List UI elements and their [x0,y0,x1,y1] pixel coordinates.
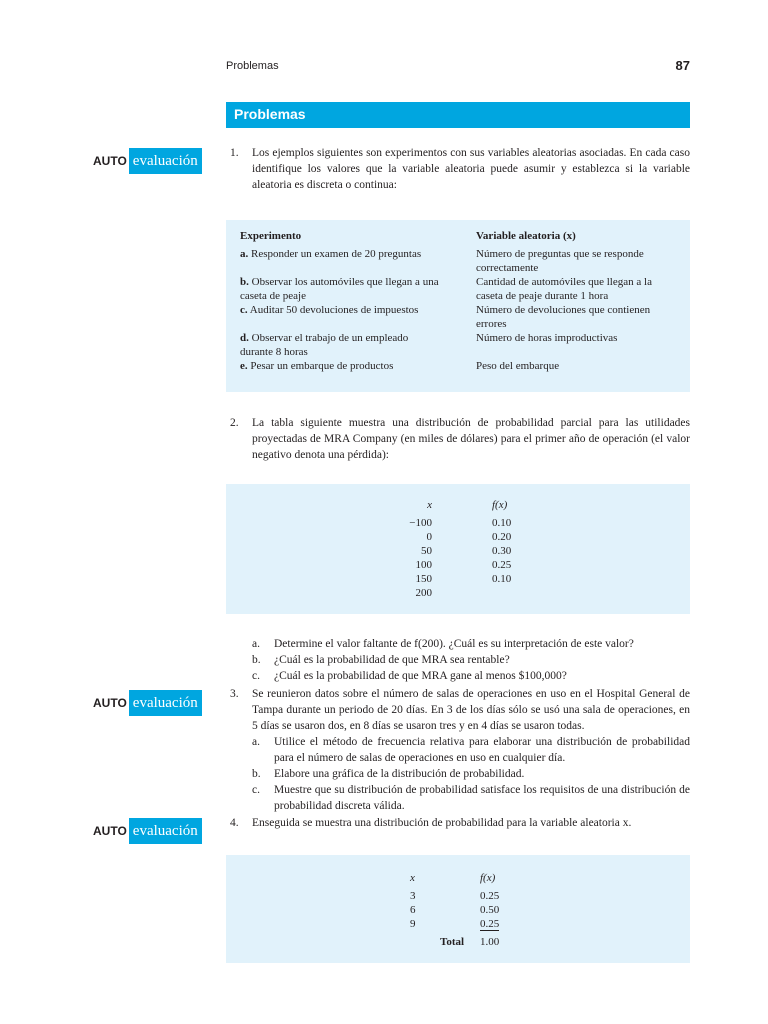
list-item [252,668,690,684]
list-item [252,636,690,652]
problem-number: 4. [230,817,239,829]
row-label: c. [240,304,248,316]
x-values [382,516,432,600]
autoevaluacion-badge [93,690,202,716]
total-label: Total [440,936,465,948]
problem-number: 3. [230,688,239,700]
autoevaluacion-badge [93,148,202,174]
fx-value: 0.25 [480,890,500,902]
problem-text: Se reunieron datos sobre el número de salas de operaciones en uso en el Hospital General de Tampa durante un periodo de 20 días. En 3 de los días sólo se usó una sala de operaciones, en 5 días se usaron dos, en 8 días se usaron tres y en 4 días se usaron todas. [252,688,690,732]
problem-2-parts [252,636,690,684]
problem-number: 1. [230,147,239,159]
row-experiment: Auditar 50 devoluciones de impuestos [249,304,419,316]
row-experiment: Responder un examen de 20 preguntas [251,248,422,260]
row-experiment: Observar el trabajo de un empleado durante 8 horas [240,332,409,358]
autoevaluacion-badge [93,818,202,844]
list-item [252,782,690,814]
row-label: b. [240,276,249,288]
row-variable: Número de devoluciones que contienen errores [476,304,651,330]
x-value: 0 [426,531,432,543]
part-text: ¿Cuál es la probabilidad de que MRA sea rentable? [274,654,510,666]
x-value: 3 [410,890,416,902]
list-item [252,652,690,668]
auto-prefix: AUTO [93,696,127,710]
fx-value: 0.30 [492,545,512,557]
x-header: x [427,499,432,511]
row-label: a. [240,248,249,260]
fx-values [480,889,540,931]
fx-value: 0.10 [492,573,512,585]
auto-word: evaluación [129,690,202,716]
fx-value: 0.20 [492,531,512,543]
row-variable: Cantidad de automóviles que llegan a la caseta de peaje durante 1 hora [476,276,652,302]
fx-value: 0.50 [480,904,500,916]
problem-text: La tabla siguiente muestra una distribución de probabilidad parcial para las utilidades proyectadas de MRA Company (en miles de dólares) para el primer año de operación (el valor negativo denota una pérdida): [252,417,690,461]
x-values [410,889,440,931]
fx-value: 0.10 [492,517,512,529]
part-text: Utilice el método de frecuencia relativa para elaborar una distribución de probabilidad para el número de salas de operaciones en uso en cualquier día. [274,736,690,764]
problem-3-parts [252,734,690,814]
auto-prefix: AUTO [93,824,127,838]
experiment-table-box [226,220,690,392]
part-text: Muestre que su distribución de probabilidad satisface los requisitos de una distribución de probabilidad discreta válida. [274,784,690,812]
row-variable: Número de horas improductivas [476,332,618,344]
auto-word: evaluación [129,818,202,844]
row-label: d. [240,332,249,344]
problem-2 [226,415,690,463]
auto-word: evaluación [129,148,202,174]
x-value: 6 [410,904,416,916]
col-header-variable: Variable aleatoria (x) [476,230,576,242]
x-value: 100 [415,559,432,571]
row-experiment: Pesar un embarque de productos [250,360,394,372]
part-label: a. [252,736,260,748]
problem-number: 2. [230,417,239,429]
problem-text: Los ejemplos siguientes son experimentos con sus variables aleatorias asociadas. En cada caso identifique los valores que la variable aleatoria puede asumir y establezca si la variable aleatoria es discreta o continua: [252,147,690,191]
x-value: 200 [415,587,432,599]
part-label: b. [252,654,261,666]
part-label: c. [252,670,260,682]
row-variable: Peso del embarque [476,360,560,372]
part-text: Elabore una gráfica de la distribución de probabilidad. [274,768,525,780]
part-text: Determine el valor faltante de f(200). ¿Cuál es su interpretación de este valor? [274,638,634,650]
col-header-experiment: Experimento [240,230,302,242]
problem-3 [226,686,690,734]
page-number: 87 [675,58,690,73]
section-banner [226,102,690,128]
distribution-box [226,855,690,963]
row-variable: Número de preguntas que se responde correctamente [476,248,644,274]
running-head: Problemas [226,60,279,72]
list-item [252,734,690,766]
fx-values [492,516,552,586]
x-header: x [410,872,415,884]
x-value: 50 [421,545,432,557]
x-value: 9 [410,918,416,930]
problem-1 [226,145,690,193]
part-label: b. [252,768,261,780]
problem-4 [226,815,690,831]
section-title: Problemas [234,106,306,122]
part-text: ¿Cuál es la probabilidad de que MRA gane al menos $100,000? [274,670,567,682]
fx-value: 0.25 [492,559,512,571]
part-label: c. [252,784,260,796]
part-label: a. [252,638,260,650]
auto-prefix: AUTO [93,154,127,168]
total-value: 1.00 [480,936,500,948]
fx-header: f(x) [492,499,508,511]
x-value: −100 [409,517,432,529]
list-item [252,766,690,782]
row-label: e. [240,360,248,372]
profit-distribution-box [226,484,690,614]
x-value: 150 [415,573,432,585]
row-experiment: Observar los automóviles que llegan a una caseta de peaje [240,276,439,302]
problem-text: Enseguida se muestra una distribución de probabilidad para la variable aleatoria x. [252,817,632,829]
fx-header: f(x) [480,872,496,884]
fx-value: 0.25 [480,918,500,930]
